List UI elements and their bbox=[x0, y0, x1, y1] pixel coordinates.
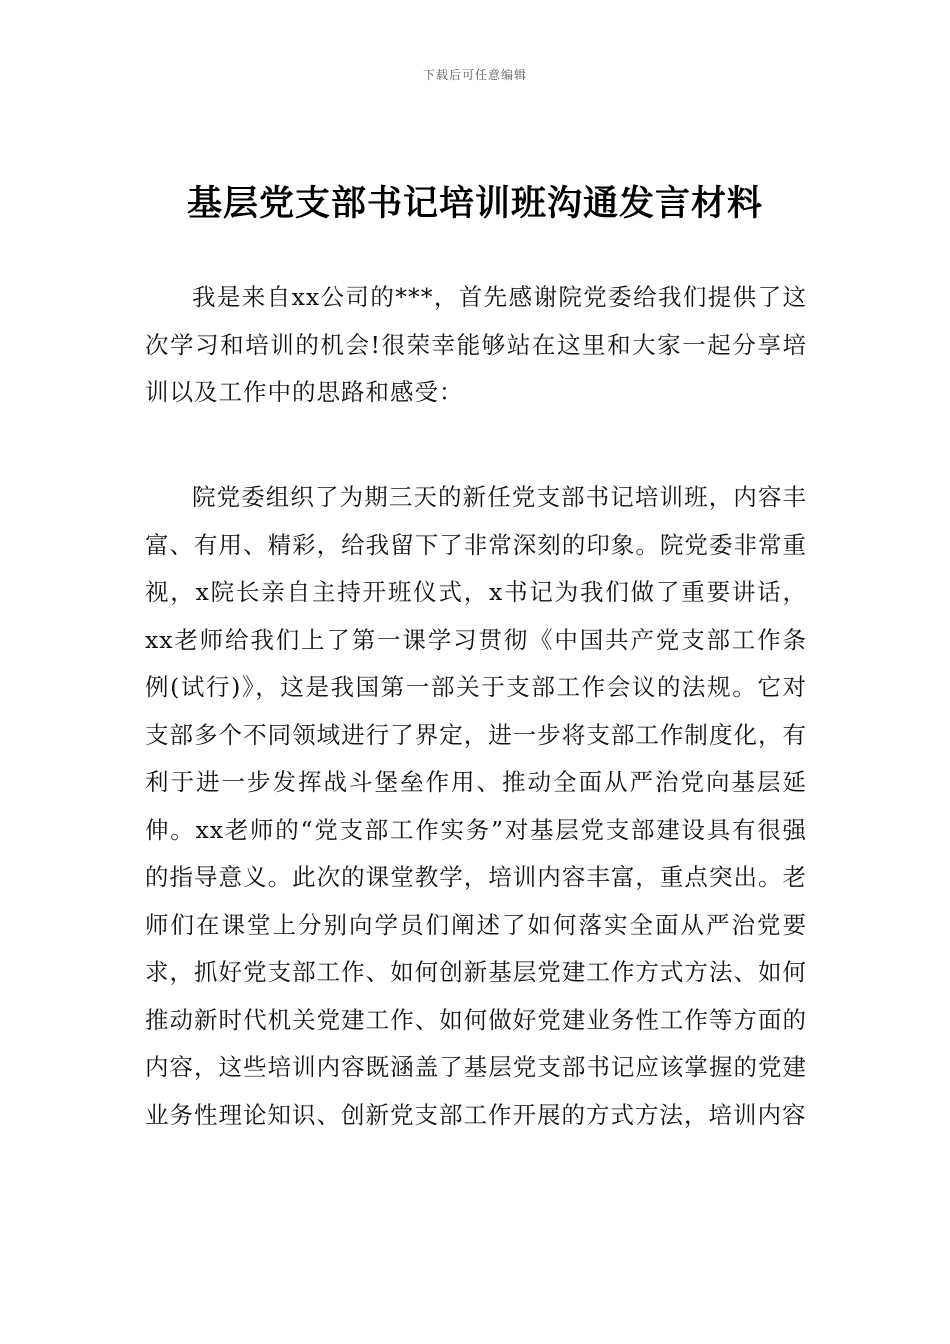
paragraph-training-summary: 院党委组织了为期三天的新任党支部书记培训班，内容丰富、有用、精彩，给我留下了非常深刻的印象。院党委非常重视，x院长亲自主持开班仪式，x书记为我们做了重要讲话，xx老师给我们上了第一课学习贯彻《中国共产党支部工作条例(试行)》，这是我国第一部关于支部工作会议的法规。它对支部多个不同领域进行了界定，进一步将支部工作制度化，有利于进一步发挥战斗堡垒作用、推动全面从严治党向基层延伸。xx老师的“党支部工作实务”对基层党支部建设具有很强的指导意义。此次的课堂教学，培训内容丰富，重点突出。老师们在课堂上分别向学员们阐述了如何落实全面从严治党要求，抓好党支部工作、如何创新基层党建工作方式方法、如何推动新时代机关党建工作、如何做好党建业务性工作等方面的内容，这些培训内容既涵盖了基层党支部书记应该掌握的党建业务性理论知识、创新党支部工作开展的方式方法，培训内容 bbox=[145, 483, 807, 1129]
paragraph-intro: 我是来自xx公司的***，首先感谢院党委给我们提供了这次学习和培训的机会!很荣幸能够站在这里和大家一起分享培训以及工作中的思路和感受： bbox=[145, 283, 807, 406]
header-note: 下载后可任意编辑 bbox=[422, 68, 527, 82]
document-title: 基层党支部书记培训班沟通发言材料 bbox=[186, 184, 763, 224]
